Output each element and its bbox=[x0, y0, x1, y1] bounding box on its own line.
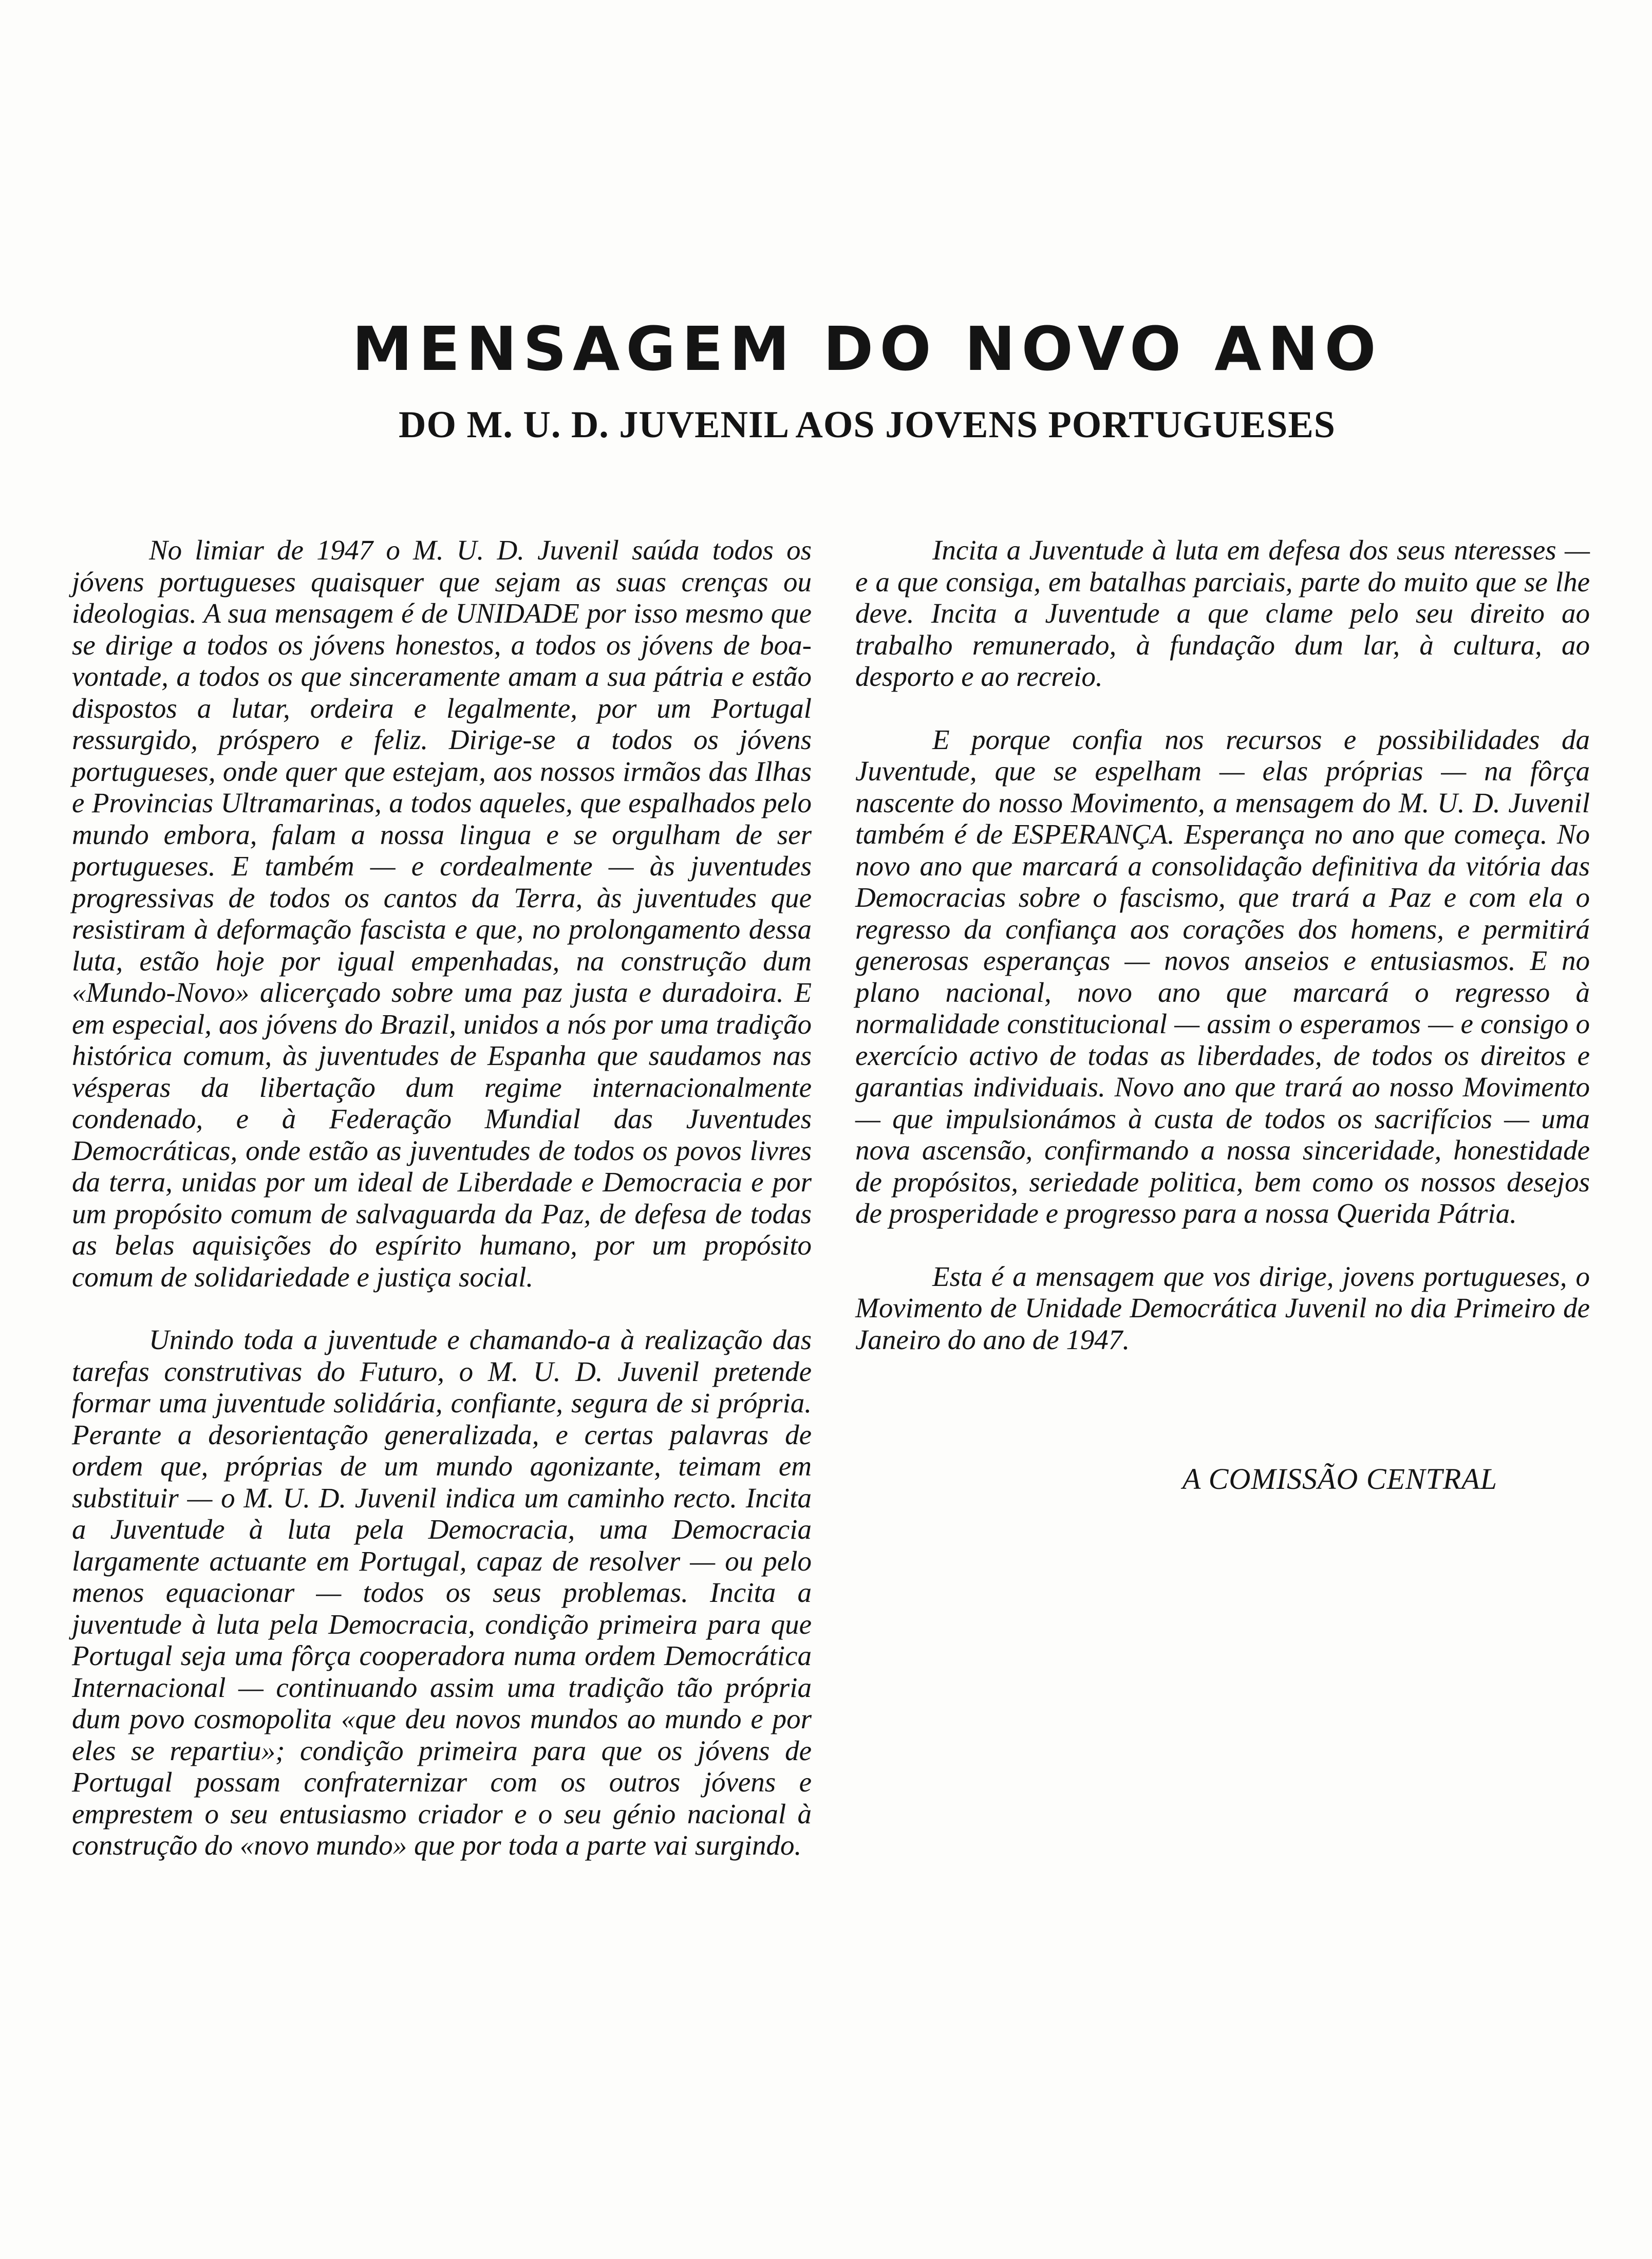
paragraph: Esta é a mensagem que vos dirige, jovens portugueses, o Movimento de Unidade Democrática Juvenil no dia Primeiro de Janeiro do ano de 1947. bbox=[855, 1260, 1590, 1355]
left-column bbox=[72, 534, 812, 1893]
paragraph: No limiar de 1947 o M. U. D. Juvenil saúda todos os jóvens portugueses quaisquer que sejam as suas crenças ou ideologias. A sua mensagem é de UNIDADE por isso mesmo que se dirige a todos os jóvens honestos, a todos os jóvens de boa-vontade, a todos os que sinceramente amam a sua pátria e estão dispostos a lutar, ordeira e legalmente, por um Portugal ressurgido, próspero e feliz. Dirige-se a todos os jóvens portugueses, onde quer que estejam, aos nossos irmãos das Ilhas e Provincias Ultramarinas, a todos aqueles, que espalhados pelo mundo embora, falam a nossa lingua e se orgulham de ser portugueses. E também — e cordealmente — às juventudes progressivas de todos os cantos da Terra, às juventudes que resistiram à deformação fascista e que, no prolongamento dessa luta, estão hoje por igual empenhadas, na construção dum «Mundo-Novo» alicerçado sobre uma paz justa e duradoira. E em especial, aos jóvens do Brazil, unidos a nós por uma tradição histórica comum, às juventudes de Espanha que saudamos nas vésperas da libertação dum regime internacionalmente condenado, e à Federação Mundial das Juventudes Democráticas, onde estão as juventudes de todos os povos livres da terra, unidas por um ideal de Liberdade e Democracia e por um propósito comum de salvaguarda da Paz, de defesa de todas as belas aquisições do espírito humano, por um propósito comum de solidariedade e justiça social. bbox=[72, 534, 812, 1293]
signature: A COMISSÃO CENTRAL bbox=[1182, 1462, 1497, 1496]
paragraph: Incita a Juventude à luta em defesa dos seus nteresses — e a que consiga, em batalhas parciais, parte do muito que se lhe deve. Incita a Juventude a que clame pelo seu direito ao trabalho remunerado, à fundação dum lar, à cultura, ao desporto e ao recreio. bbox=[855, 534, 1590, 692]
right-column bbox=[855, 534, 1590, 1495]
paragraph: Unindo toda a juventude e chamando-a à realização das tarefas construtivas do Futuro, o M. U. D. Juvenil pretende formar uma juventude solidária, confiante, segura de si própria. Perante a desorientação generalizada, e certas palavras de ordem que, próprias de um mundo agonizante, teimam em substituir — o M. U. D. Juvenil indica um caminho recto. Incita a Juventude à luta pela Democracia, uma Democracia largamente actuante em Portugal, capaz de resolver — ou pelo menos equacionar — todos os seus problemas. Incita a juventude à luta pela Democracia, condição primeira para que Portugal seja uma fôrça cooperadora numa ordem Democrática Internacional — continuando assim uma tradição tão própria dum povo cosmopolita «que deu novos mundos ao mundo e por eles se repartiu»; condição primeira para que os jóvens de Portugal possam confraternizar com os outros jóvens e emprestem o seu entusiasmo criador e o seu génio nacional à construção do «novo mundo» que por toda a parte vai surgindo. bbox=[72, 1324, 812, 1861]
paragraph: E porque confia nos recursos e possibilidades da Juventude, que se espelham — elas próprias — na fôrça nascente do nosso Movimento, a mensagem do M. U. D. Juvenil também é de ESPERANÇA. Esperança no ano que começa. No novo ano que marcará a consolidação definitiva da vitória das Democracias sobre o fascismo, que trará a Paz e com ela o regresso da confiança aos corações dos homens, e permitirá generosas esperanças — novos anseios e entusiasmos. E no plano nacional, novo ano que marcará o regresso à normalidade constitucional — assim o esperamos — e consigo o exercício activo de todas as liberdades, de todos os direitos e garantias individuais. Novo ano que trará ao nosso Movimento — que impulsionámos à custa de todos os sacrifícios — uma nova ascensão, confirmando a nossa sinceridade, honestidade de propósitos, seriedade politica, bem como os nossos desejos de prosperidade e progresso para a nossa Querida Pátria. bbox=[855, 723, 1590, 1229]
document-subtitle: DO M. U. D. JUVENIL AOS JOVENS PORTUGUESES bbox=[399, 404, 1336, 446]
document-title: MENSAGEM DO NOVO ANO bbox=[352, 313, 1382, 384]
